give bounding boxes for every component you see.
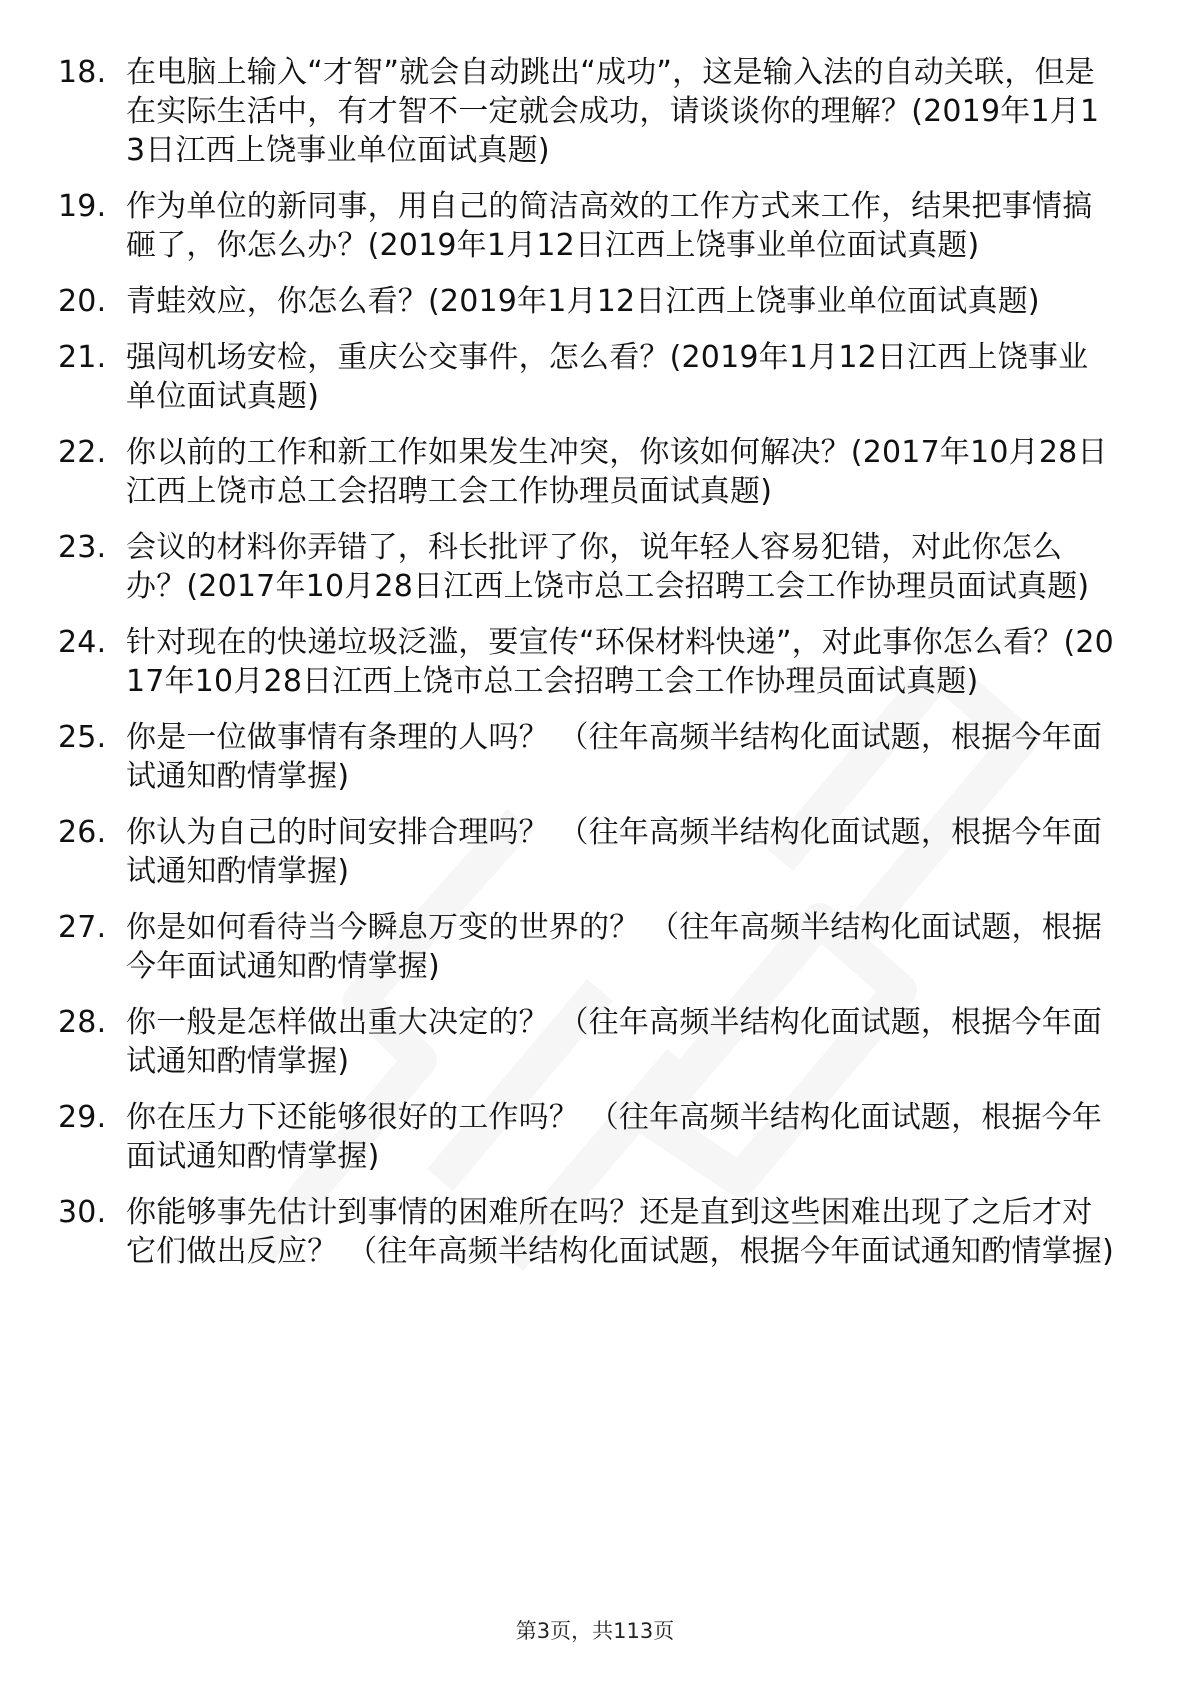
list-item — [58, 908, 1118, 986]
list-item — [58, 623, 1118, 701]
page-footer: 第3页，共113页 — [515, 1619, 675, 1643]
question-number: 23. — [58, 530, 107, 565]
list-item — [58, 1098, 1118, 1176]
question-number: 22. — [58, 435, 107, 470]
list-item — [58, 282, 1118, 321]
question-number: 25. — [58, 720, 107, 755]
question-text: 会议的材料你弄错了，科长批评了你，说年轻人容易犯错，对此你怎么办？(2017年10月28日江西上饶市总工会招聘工会工作协理员面试真题) — [126, 530, 1090, 604]
question-text: 你一般是怎样做出重大决定的？ （往年高频半结构化面试题，根据今年面试通知酌情掌握) — [126, 1005, 1103, 1079]
question-number: 30. — [58, 1195, 107, 1230]
question-text: 你以前的工作和新工作如果发生冲突，你该如何解决？(2017年10月28日江西上饶市总工会招聘工会工作协理员面试真题) — [126, 435, 1108, 509]
question-text: 你能够事先估计到事情的困难所在吗？还是直到这些困难出现了之后才对它们做出反应？ （往年高频半结构化面试题，根据今年面试通知酌情掌握) — [126, 1195, 1115, 1269]
list-item — [58, 433, 1118, 511]
list-item — [58, 1003, 1118, 1081]
question-number: 18. — [58, 55, 107, 90]
question-text: 你认为自己的时间安排合理吗？ （往年高频半结构化面试题，根据今年面试通知酌情掌握) — [126, 815, 1103, 889]
list-item — [58, 813, 1118, 891]
question-list — [58, 53, 1118, 1288]
question-text: 作为单位的新同事，用自己的简洁高效的工作方式来工作，结果把事情搞砸了，你怎么办？(2019年1月12日江西上饶事业单位面试真题) — [126, 189, 1093, 263]
question-number: 19. — [58, 189, 107, 224]
list-item — [58, 53, 1118, 170]
question-number: 29. — [58, 1100, 107, 1135]
list-item — [58, 718, 1118, 796]
question-text: 你是如何看待当今瞬息万变的世界的？ （往年高频半结构化面试题，根据今年面试通知酌情掌握) — [126, 910, 1103, 984]
question-text: 你在压力下还能够很好的工作吗？ （往年高频半结构化面试题，根据今年面试通知酌情掌握) — [126, 1100, 1103, 1174]
question-number: 21. — [58, 340, 107, 375]
list-item — [58, 338, 1118, 416]
question-number: 28. — [58, 1005, 107, 1040]
question-number: 24. — [58, 625, 107, 660]
question-number: 20. — [58, 284, 107, 319]
list-item — [58, 187, 1118, 265]
question-text: 青蛙效应，你怎么看？(2019年1月12日江西上饶事业单位面试真题) — [126, 284, 1040, 319]
question-number: 27. — [58, 910, 107, 945]
question-text: 强闯机场安检，重庆公交事件，怎么看？(2019年1月12日江西上饶事业单位面试真题) — [126, 340, 1089, 414]
question-text: 针对现在的快递垃圾泛滥，要宣传“环保材料快递”，对此事你怎么看？(2017年10月28日江西上饶市总工会招聘工会工作协理员面试真题) — [126, 625, 1114, 699]
question-text: 你是一位做事情有条理的人吗？ （往年高频半结构化面试题，根据今年面试通知酌情掌握) — [126, 720, 1103, 794]
list-item — [58, 528, 1118, 606]
question-number: 26. — [58, 815, 107, 850]
question-text: 在电脑上输入“才智”就会自动跳出“成功”，这是输入法的自动关联，但是在实际生活中，有才智不一定就会成功，请谈谈你的理解？(2019年1月13日江西上饶事业单位面试真题) — [126, 55, 1100, 168]
list-item — [58, 1193, 1118, 1271]
